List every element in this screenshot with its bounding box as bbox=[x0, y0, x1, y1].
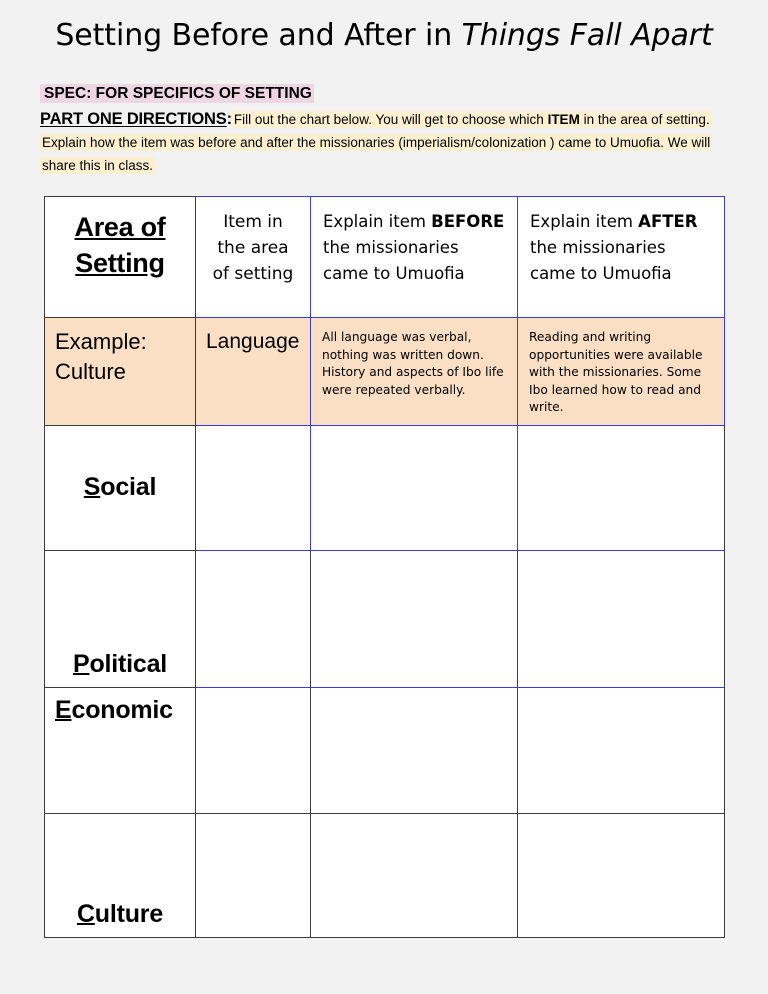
example-cell-after bbox=[518, 318, 725, 426]
example-before-text: All language was verbal, nothing was written down. History and aspects of Ibo life were repeated verbally. bbox=[322, 330, 504, 397]
answer-blank[interactable] bbox=[196, 688, 310, 813]
header-item-line1: Item in bbox=[223, 212, 283, 232]
row-label-social bbox=[45, 426, 195, 550]
row-label-social-initial: S bbox=[83, 473, 101, 501]
example-item-text: Language bbox=[206, 330, 300, 353]
title-prefix: Setting Before and After in bbox=[55, 18, 462, 53]
example-area-line2: Culture bbox=[55, 359, 126, 384]
table-header-row bbox=[45, 197, 725, 318]
part-one-label bbox=[40, 110, 232, 128]
row-label-cell-social bbox=[45, 425, 196, 550]
row-label-cell-culture bbox=[45, 813, 196, 937]
answer-cell-social-after[interactable] bbox=[518, 425, 725, 550]
example-area-label bbox=[45, 318, 195, 395]
page-title bbox=[0, 18, 768, 53]
header-item-line2: the area bbox=[217, 238, 289, 258]
answer-blank[interactable] bbox=[311, 551, 517, 687]
header-after-keyword: AFTER bbox=[638, 212, 698, 231]
answer-blank[interactable] bbox=[311, 426, 517, 550]
header-item-line3: of setting bbox=[212, 264, 294, 284]
part-one-label-colon: : bbox=[226, 110, 232, 128]
answer-cell-economic-before[interactable] bbox=[311, 687, 518, 813]
setting-chart-table bbox=[44, 196, 725, 938]
answer-blank[interactable] bbox=[518, 688, 724, 813]
header-item-label bbox=[196, 197, 310, 287]
example-cell-item bbox=[196, 318, 311, 426]
answer-cell-social-before[interactable] bbox=[311, 425, 518, 550]
header-before-pre: Explain item bbox=[323, 212, 432, 231]
header-before-keyword: BEFORE bbox=[431, 212, 505, 231]
directions-block bbox=[40, 84, 730, 177]
answer-cell-culture-before[interactable] bbox=[311, 813, 518, 937]
example-area-line1: Example: bbox=[55, 329, 147, 354]
answer-blank[interactable] bbox=[196, 426, 310, 550]
answer-cell-economic-after[interactable] bbox=[518, 687, 725, 813]
part-one-body-emphasis: ITEM bbox=[547, 112, 580, 127]
example-after-text: Reading and writing opportunities were available with the missionaries. Some Ibo learned how to read and write. bbox=[529, 330, 703, 414]
header-before-post: the missionaries came to Umuofia bbox=[323, 238, 465, 283]
title-book-name: Things Fall Apart bbox=[461, 18, 713, 53]
header-cell-before bbox=[311, 197, 518, 318]
part-one-label-text: PART ONE DIRECTIONS bbox=[40, 110, 227, 128]
row-label-economic-rest: conomic bbox=[71, 695, 173, 724]
header-cell-item bbox=[196, 197, 311, 318]
header-cell-after bbox=[518, 197, 725, 318]
spec-acronym-line bbox=[40, 84, 730, 104]
row-label-political-rest: olitical bbox=[89, 649, 168, 678]
answer-blank[interactable] bbox=[311, 688, 517, 813]
table-row-example bbox=[45, 318, 725, 426]
answer-blank[interactable] bbox=[518, 551, 724, 687]
header-after-label bbox=[518, 197, 724, 295]
row-label-culture-initial: C bbox=[76, 899, 95, 928]
answer-blank[interactable] bbox=[311, 814, 517, 937]
answer-blank[interactable] bbox=[518, 426, 724, 550]
header-area-of-setting-label bbox=[45, 197, 195, 281]
row-label-culture bbox=[45, 814, 195, 937]
answer-cell-culture-item[interactable] bbox=[196, 813, 311, 937]
row-label-political-initial: P bbox=[72, 649, 90, 678]
part-one-body-end: in the area of setting. Explain how the item was before and after the missionaries (imperialism/colonization ) came to Umuofia. We will share this in class. bbox=[42, 112, 711, 173]
header-after-post: the missionaries came to Umuofia bbox=[530, 238, 672, 283]
example-cell-before bbox=[311, 318, 518, 426]
header-cell-area-of-setting bbox=[45, 197, 196, 318]
header-area-line1: Area of bbox=[74, 212, 166, 242]
header-area-line2: Setting bbox=[75, 248, 165, 278]
part-one-directions bbox=[40, 108, 730, 177]
row-label-political bbox=[45, 551, 195, 687]
answer-cell-political-before[interactable] bbox=[311, 550, 518, 687]
answer-cell-political-item[interactable] bbox=[196, 550, 311, 687]
row-label-cell-political bbox=[45, 550, 196, 687]
answer-blank[interactable] bbox=[196, 551, 310, 687]
row-label-cell-economic bbox=[45, 687, 196, 813]
row-label-culture-rest: ulture bbox=[94, 899, 164, 928]
answer-blank[interactable] bbox=[196, 814, 310, 937]
answer-cell-economic-item[interactable] bbox=[196, 687, 311, 813]
table-row-culture bbox=[45, 813, 725, 937]
example-cell-area bbox=[45, 318, 196, 426]
row-label-social-rest: ocial bbox=[100, 473, 157, 501]
header-before-label bbox=[311, 197, 517, 295]
answer-cell-culture-after[interactable] bbox=[518, 813, 725, 937]
table-row-social bbox=[45, 425, 725, 550]
answer-blank[interactable] bbox=[518, 814, 724, 937]
spec-acronym-text: SPEC: FOR SPECIFICS OF SETTING bbox=[40, 84, 314, 103]
header-after-pre: Explain item bbox=[530, 212, 639, 231]
part-one-body-start: Fill out the chart below. You will get to choose which bbox=[233, 112, 548, 127]
table-row-economic bbox=[45, 687, 725, 813]
answer-cell-social-item[interactable] bbox=[196, 425, 311, 550]
table-row-political bbox=[45, 550, 725, 687]
row-label-economic-initial: E bbox=[55, 695, 72, 724]
answer-cell-political-after[interactable] bbox=[518, 550, 725, 687]
row-label-economic bbox=[45, 688, 195, 813]
